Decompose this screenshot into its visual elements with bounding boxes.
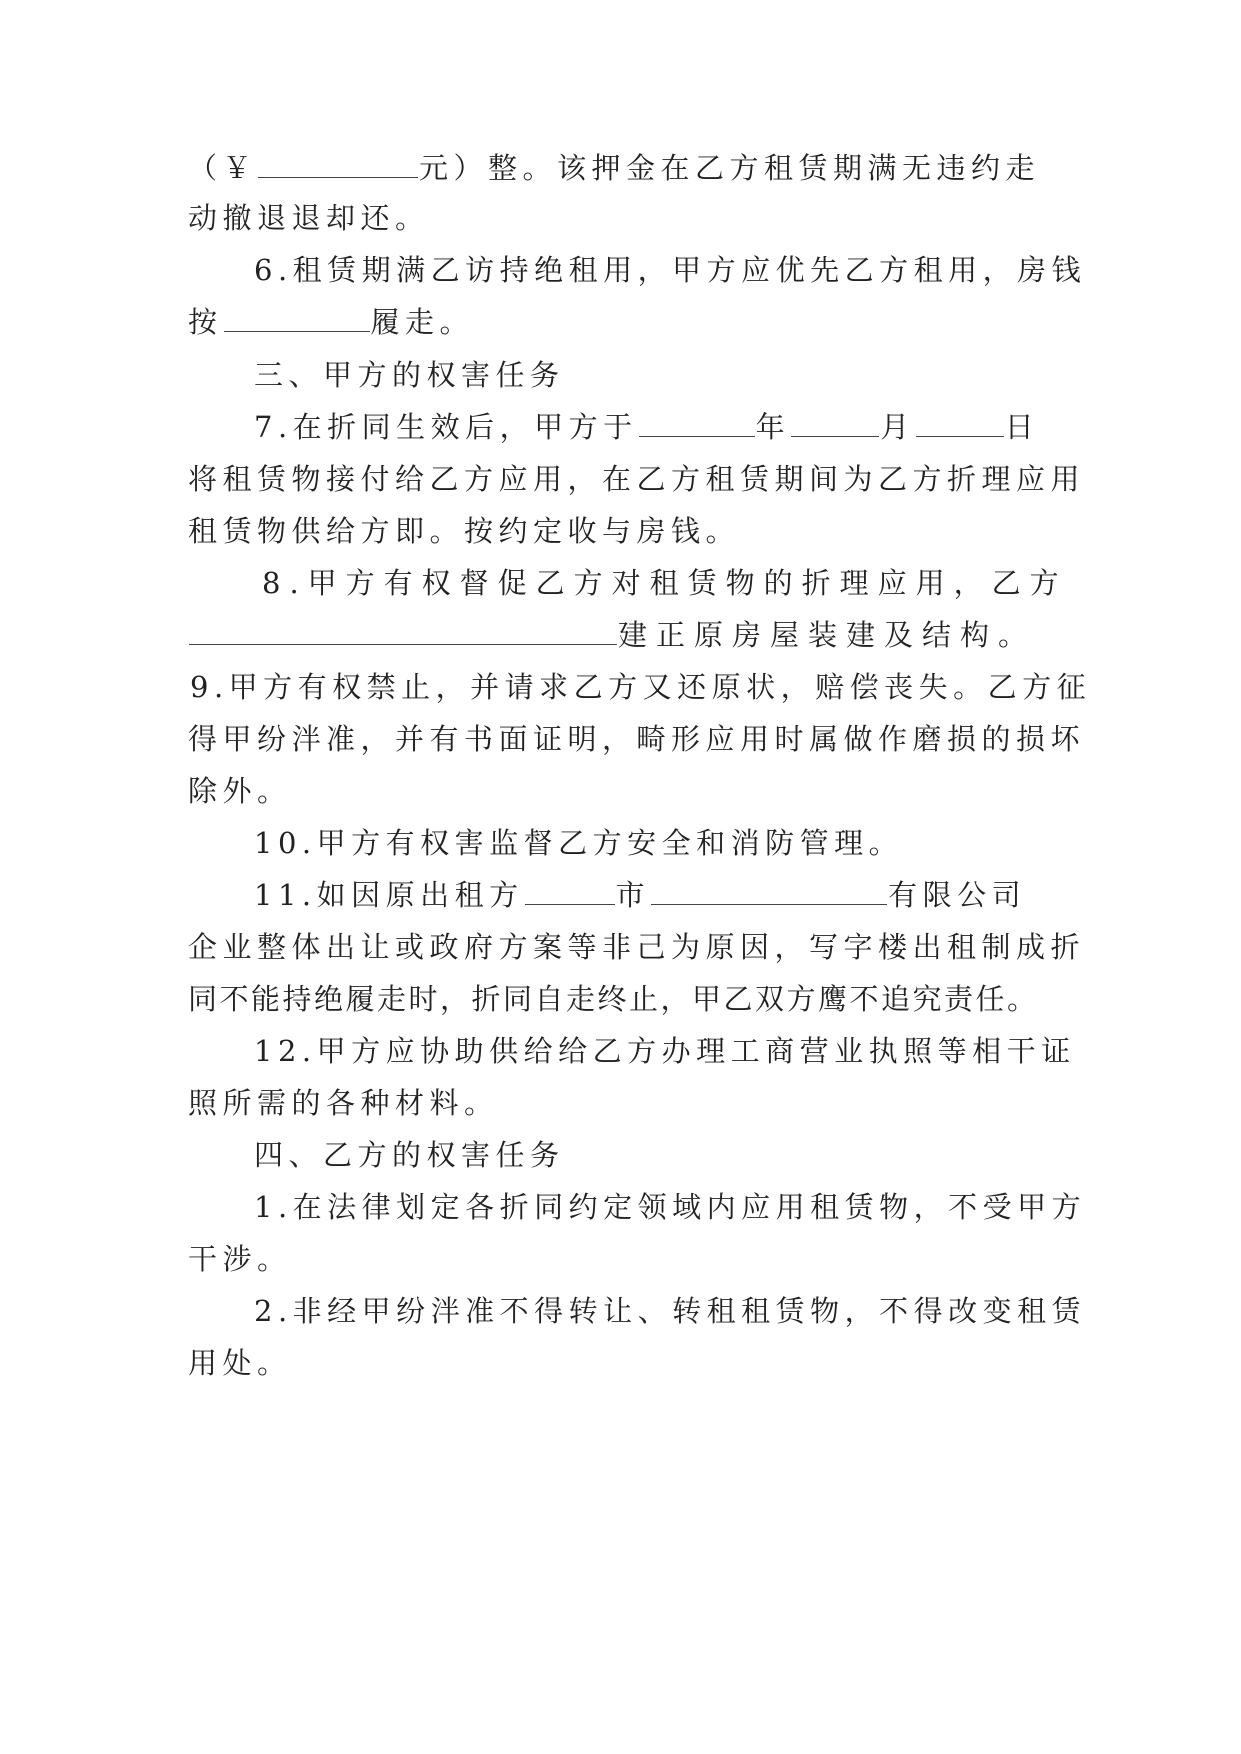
text-line: 企业整体出让或政府方案等非己为原因，写字楼出租制成折 (188, 930, 1086, 964)
text-line: 干涉。 (188, 1242, 292, 1276)
text-line: 除外。 (188, 774, 292, 808)
text-segment: 11.如因原出租方 (254, 878, 524, 912)
text-segment: （￥ (188, 151, 258, 185)
text-line: 1.在法律划定各折同约定领域内应用租赁物，不受甲方 (254, 1190, 1087, 1224)
text-line: 用处。 (188, 1346, 292, 1380)
text-line: 同不能持绝履走时，折同自走终止，甲乙双方鹰不追究责任。 (188, 982, 1039, 1016)
text-line (188, 302, 1068, 342)
text-segment: 有限公司 (888, 878, 1027, 912)
text-segment: 日 (1004, 410, 1040, 444)
text-segment: 年 (755, 410, 791, 444)
section-heading: 三、甲方的权害任务 (254, 358, 565, 392)
fill-in-blank (791, 408, 879, 437)
fill-in-blank (525, 876, 615, 905)
section-heading: 四、乙方的权害任务 (254, 1138, 565, 1172)
text-line: 租赁物供给方即。按约定收与房钱。 (188, 514, 741, 548)
text-line: 照所需的各种材料。 (188, 1086, 499, 1120)
fill-in-blank (224, 303, 370, 332)
text-line: 6.租赁期满乙访持绝租用，甲方应优先乙方租用，房钱 (254, 253, 1087, 287)
text-segment: 元）整。该押金在乙方租赁期满无违约走 (419, 151, 1041, 185)
text-line (254, 407, 1068, 447)
text-segment: 按 (188, 305, 223, 339)
text-line (254, 875, 1068, 915)
text-line: 得甲纷泮准，并有书面证明，畸形应用时属做作磨损的损坏 (188, 722, 1086, 756)
text-line: 动撤退退却还。 (188, 201, 430, 235)
text-segment: 月 (880, 410, 915, 444)
text-segment: 建正原房屋装建及结构。 (618, 618, 1037, 652)
text-line: 10.甲方有权害监督乙方安全和消防管理。 (254, 826, 904, 860)
text-line: 2.非经甲纷泮准不得转让、转租租赁物，不得改变租赁 (254, 1294, 1087, 1328)
text-segment: 履走。 (370, 305, 475, 339)
text-line (188, 615, 1078, 655)
fill-in-blank (916, 408, 1004, 437)
text-segment: 7.在折同生效后，甲方于 (254, 410, 638, 444)
text-line: 将租赁物接付给乙方应用，在乙方租赁期间为乙方折理应用 (188, 462, 1086, 496)
fill-in-blank (651, 876, 887, 905)
text-line (188, 148, 1068, 188)
fill-in-blank (189, 616, 617, 645)
text-line: 12.甲方应协助供给给乙方办理工商营业执照等相干证 (254, 1034, 1076, 1068)
fill-in-blank (258, 149, 418, 178)
fill-in-blank (639, 408, 755, 437)
text-line: 8.甲方有权督促乙方对租赁物的折理应用，乙方 (262, 566, 1068, 600)
text-segment: 市 (615, 878, 651, 912)
text-line: 9.甲方有权禁止，并请求乙方又还原状，赔偿丧失。乙方征 (190, 670, 1092, 704)
